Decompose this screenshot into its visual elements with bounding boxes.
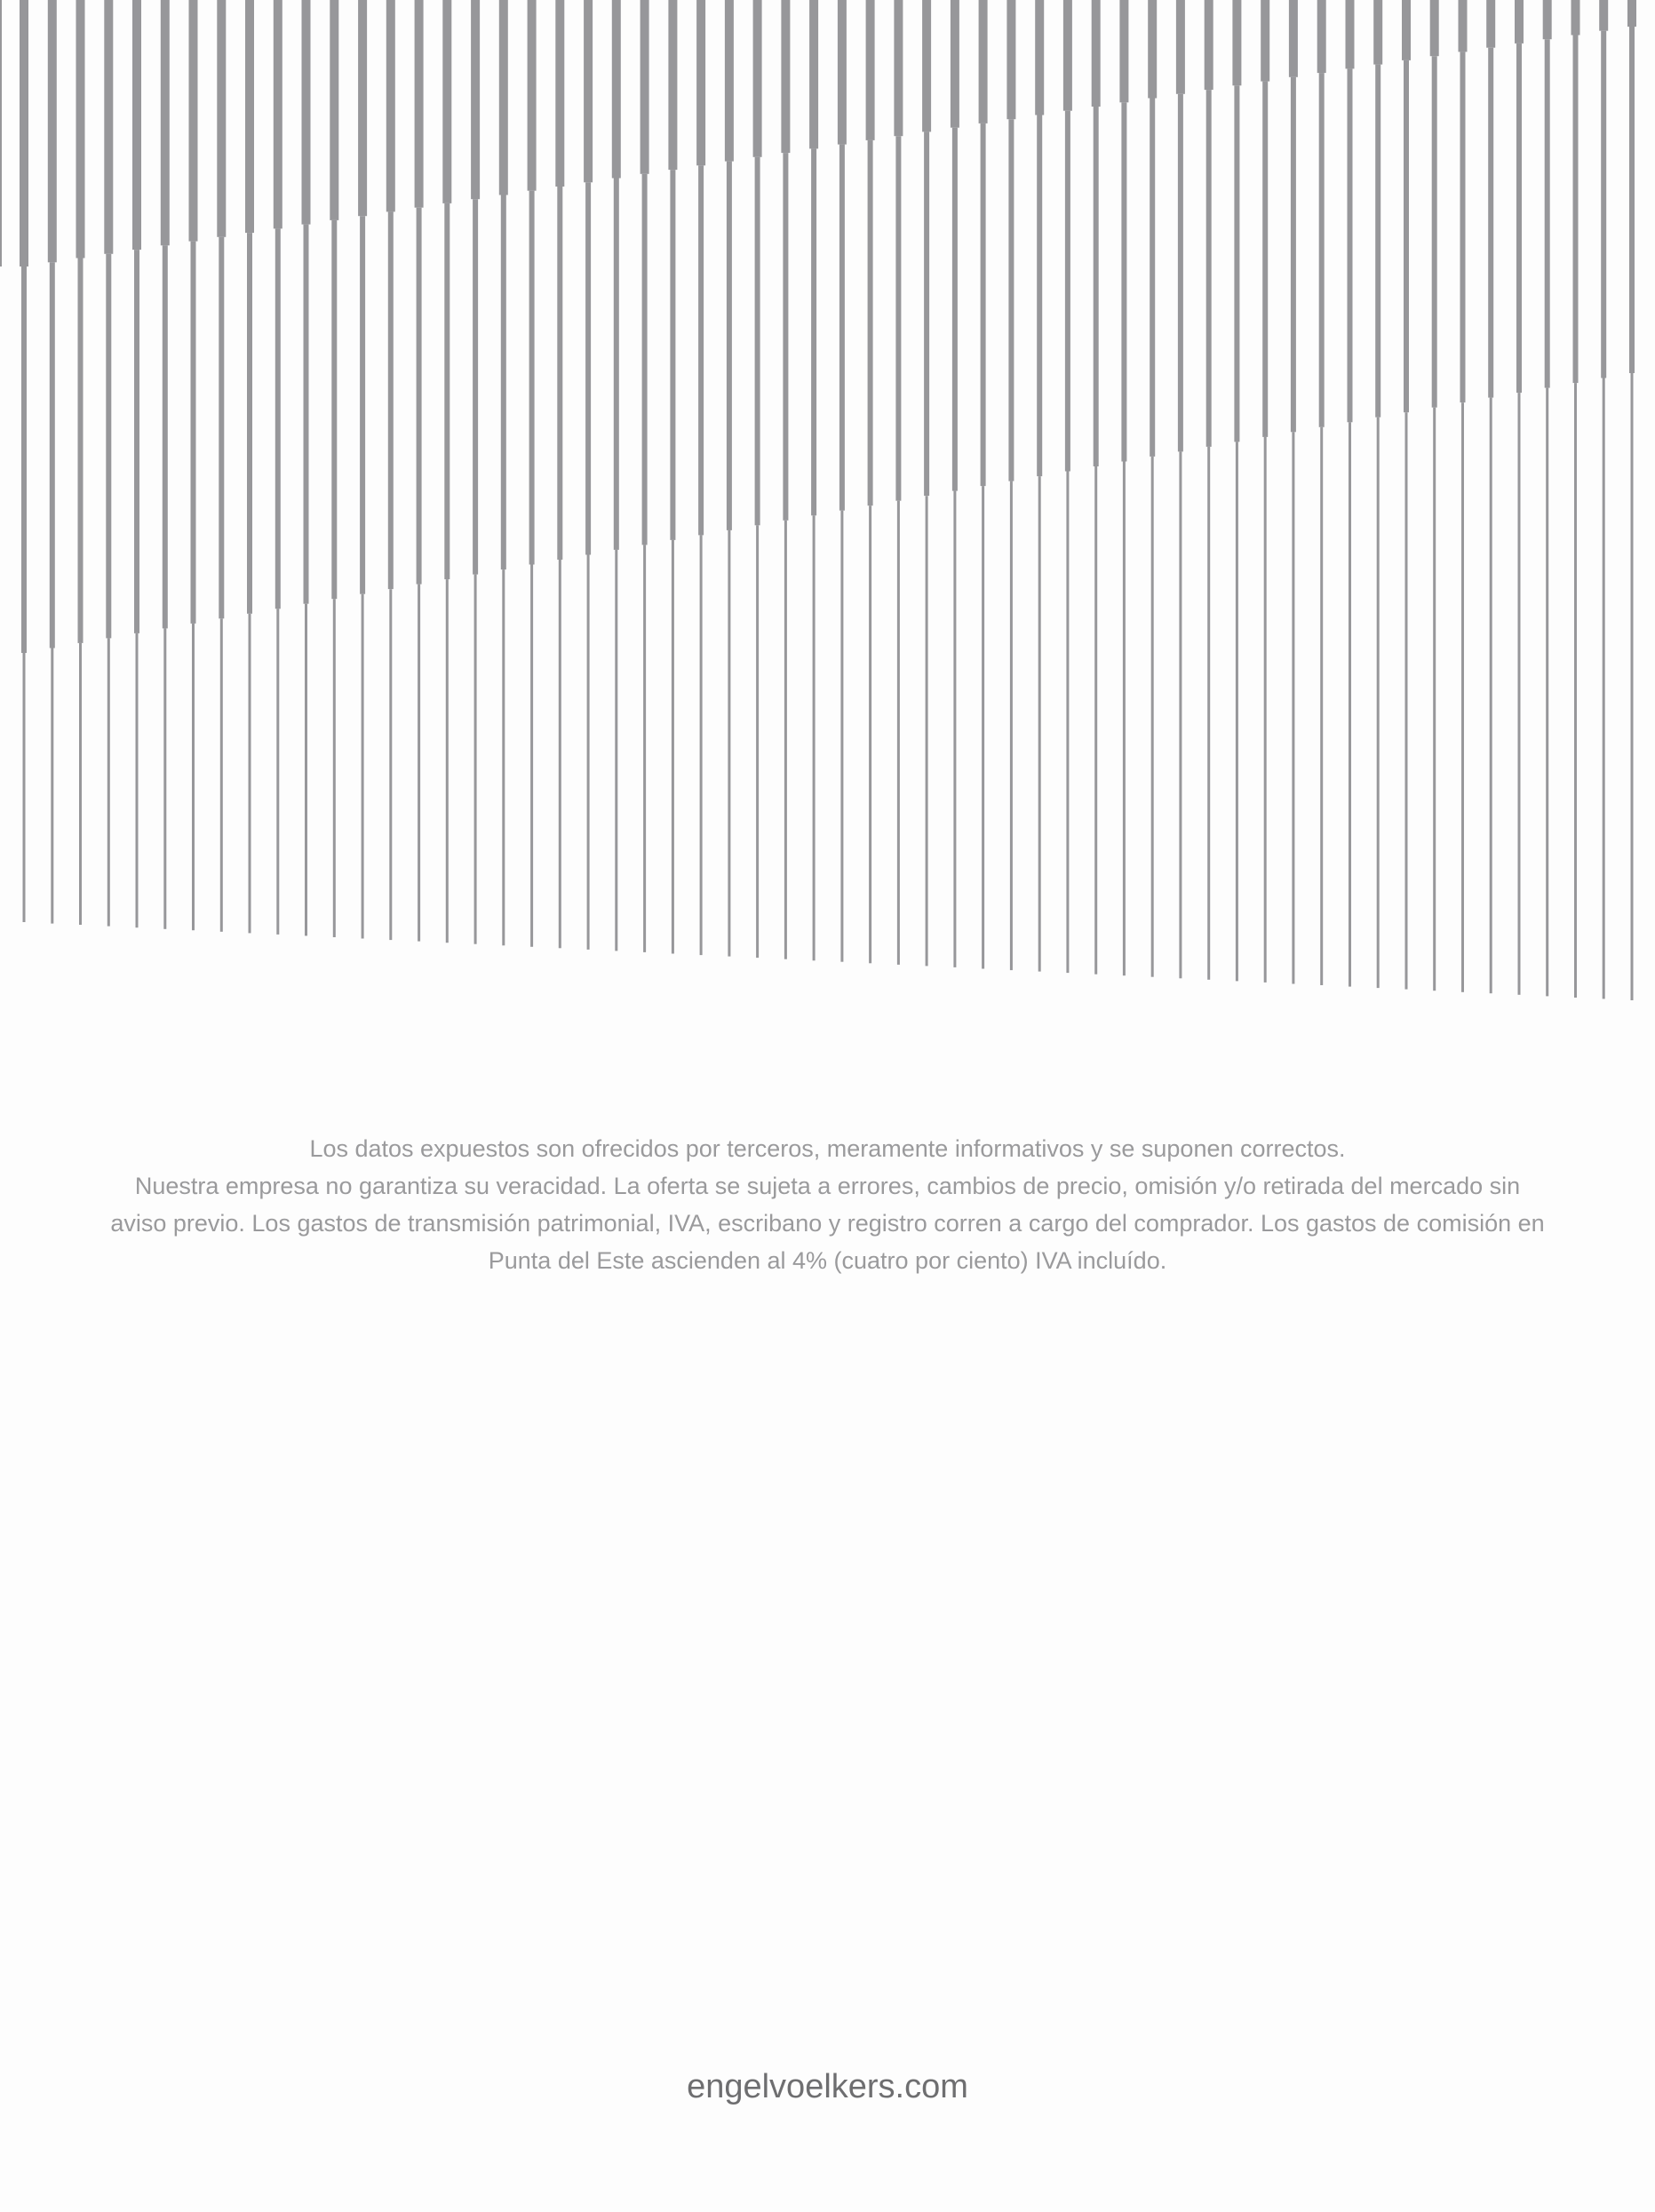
decorative-line — [132, 0, 141, 927]
decorative-line — [76, 0, 85, 925]
decorative-line — [274, 0, 282, 935]
decorative-line — [838, 0, 847, 962]
decorative-line — [1148, 0, 1157, 977]
decorative-line — [302, 0, 311, 935]
decorative-line — [1346, 0, 1355, 987]
decorative-line — [1317, 0, 1326, 985]
decorative-line — [1205, 0, 1213, 980]
decorative-line — [189, 0, 198, 930]
decorative-line — [48, 0, 57, 924]
decorative-line — [753, 0, 762, 958]
decorative-line — [1430, 0, 1439, 991]
decorative-line — [1599, 0, 1608, 999]
decorative-line — [866, 0, 875, 963]
disclaimer-paragraph-2: Nuestra empresa no garantiza su veracidad. La oferta se sujeta a errores, cambios de precio, omisión y/o retirada del mercado sin aviso previo. Los gastos de transmisión patrimonial, IVA, escribano y registro corren a cargo del comprador. Los gastos de comisión en Punta del Este ascienden al 4% (cuatro por ciento) IVA incluído. — [110, 1173, 1545, 1274]
decorative-line — [161, 0, 170, 929]
decorative-line — [386, 0, 395, 940]
decorative-line — [894, 0, 903, 965]
decorative-line — [471, 0, 480, 944]
decorative-line — [641, 0, 649, 952]
decorative-line — [922, 0, 931, 966]
decorative-line — [1063, 0, 1072, 973]
decorative-line — [1232, 0, 1241, 981]
decorative-line — [1486, 0, 1495, 993]
decorative-line — [951, 0, 959, 967]
decorative-line — [499, 0, 508, 945]
decorative-line — [0, 0, 2, 267]
disclaimer-line-1: Los datos expuestos son ofrecidos por terceros, meramente informativos y se suponen correctos. — [309, 1135, 1346, 1162]
decorative-line — [415, 0, 424, 942]
decorative-line — [1515, 0, 1524, 995]
decorative-line — [696, 0, 705, 955]
decorative-line — [584, 0, 593, 950]
legal-disclaimer — [107, 1130, 1548, 1279]
decorative-line — [20, 0, 28, 922]
decorative-line — [330, 0, 338, 937]
decorative-line — [1176, 0, 1185, 978]
decorative-line — [1035, 0, 1044, 972]
decorative-vertical-lines-graphic — [0, 0, 1655, 1013]
decorative-line — [725, 0, 734, 957]
decorative-line — [1373, 0, 1382, 988]
decorative-line — [1459, 0, 1468, 992]
decorative-line — [1402, 0, 1411, 990]
decorative-line — [1289, 0, 1298, 984]
decorative-line — [979, 0, 988, 969]
decorative-line — [1571, 0, 1580, 998]
decorative-line — [1092, 0, 1101, 975]
decorative-line — [1261, 0, 1269, 983]
decorative-line — [104, 0, 113, 927]
decorative-line — [668, 0, 677, 954]
website-url: engelvoelkers.com — [687, 2068, 968, 2105]
decorative-line — [358, 0, 367, 939]
decorative-line — [555, 0, 564, 948]
decorative-line — [1119, 0, 1128, 975]
decorative-line — [1627, 0, 1636, 1000]
decorative-line — [781, 0, 790, 959]
decorative-line — [217, 0, 226, 932]
decorative-line — [1007, 0, 1015, 970]
decorative-line — [612, 0, 621, 951]
decorative-line — [442, 0, 451, 943]
decorative-line — [809, 0, 818, 960]
decorative-line — [1543, 0, 1552, 996]
decorative-line — [528, 0, 537, 947]
decorative-line — [245, 0, 254, 933]
